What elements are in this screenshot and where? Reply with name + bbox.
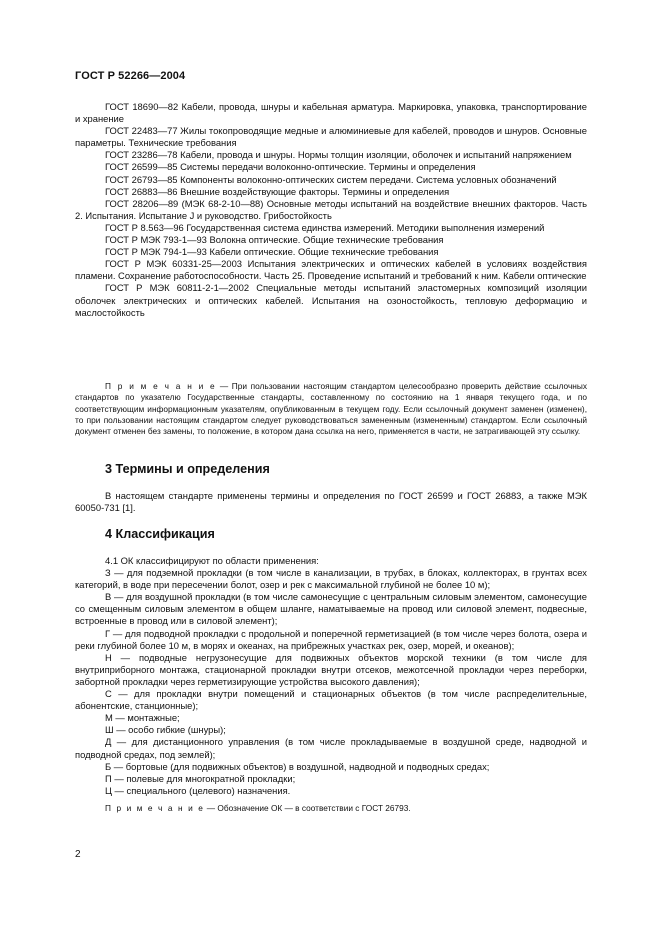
note-text: — Обозначение ОК — в соответствии с ГОСТ 26793.	[204, 802, 411, 813]
section-3-body	[75, 490, 587, 514]
reference-item: ГОСТ Р МЭК 60811-2-1—2002 Специальные методы испытаний эластомерных композиций изоляции оболочек электрических и оптических кабелей. Испытания на озоностойкость, тепловую деформацию и маслостойкость	[75, 282, 587, 318]
note-label: П р и м е ч а н и е	[105, 381, 217, 391]
note-label: П р и м е ч а н и е	[105, 802, 205, 813]
reference-item: ГОСТ 18690—82 Кабели, провода, шнуры и кабельная арматура. Маркировка, упаковка, транспортирование и хранение	[75, 101, 587, 125]
reference-item: ГОСТ Р МЭК 60331-25—2003 Испытания электрических и оптических кабелей в условиях воздействия пламени. Сохранение работоспособности. Часть 25. Проведение испытаний и требований к ним. Кабели оптические	[75, 258, 587, 282]
classification-item: Ц — специального (целевого) назначения.	[105, 784, 291, 796]
reference-item: ГОСТ 26599—85 Системы передачи волоконно-оптические. Термины и определения	[105, 161, 476, 173]
reference-item: ГОСТ 22483—77 Жилы токопроводящие медные и алюминиевые для кабелей, проводов и шнуров. Основные параметры. Технические требования	[75, 125, 587, 149]
references-note	[75, 381, 587, 437]
normative-references-list	[75, 101, 587, 319]
classification-item: 4.1 ОК классифицируют по области применения:	[105, 555, 319, 566]
note-paragraph	[75, 381, 587, 437]
classification-item: З — для подземной прокладки (в том числе в канализации, в трубах, в блоках, коллекторах, в грунтах всех категорий, в воде при пересечении болот, озер и рек с максимальной глубиной не более 10 м);	[75, 567, 587, 591]
classification-item: Д — для дистанционного управления (в том числе прокладываемые в воздушной среде, надводной и подводной средах, под землей);	[75, 736, 587, 760]
classification-item: С — для прокладки внутри помещений и стационарных объектов (в том числе распределительные, абонентские, станционные);	[75, 688, 587, 712]
document-header-id: ГОСТ Р 52266—2004	[75, 70, 186, 82]
reference-item: ГОСТ Р 8.563—96 Государственная система единства измерений. Методики выполнения измерений	[105, 221, 545, 233]
page-number: 2	[75, 849, 81, 860]
classification-item: Н — подводные негрузонесущие для подвижных объектов морской техники (в том числе для внутриприборного монтажа, стационарной прокладки внутри отсеков, межотсечной прокладки через переборки, забортной прокладки через герметизирующие устройства высокого давления);	[75, 651, 587, 687]
classification-item: Ш — особо гибкие (шнуры);	[105, 724, 226, 736]
classification-list	[75, 555, 587, 814]
section-3-text: В настоящем стандарте применены термины и определения по ГОСТ 26599 и ГОСТ 26883, а также МЭК 60050-731 [1].	[75, 490, 587, 514]
section-4-heading: 4 Классификация	[105, 527, 215, 541]
classification-item: Г — для подводной прокладки с продольной и поперечной герметизацией (в том числе через болота, озера и реки глубиной более 10 м, в морях и океанах, на прибрежных участках рек, озер, морей, и океанов);	[75, 627, 587, 651]
reference-item: ГОСТ 26883—86 Внешние воздействующие факторы. Термины и определения	[105, 185, 450, 197]
classification-item: В — для воздушной прокладки (в том числе самонесущие с центральным силовым элементом, самонесущие со смещенным силовым элементом в общем шланге, наматываемые на провод или силовой элемент, подвесные, встроенные в провод или в силовой элемент);	[75, 591, 587, 627]
section-3-heading: 3 Термины и определения	[105, 462, 270, 476]
reference-item: ГОСТ 28206—89 (МЭК 68-2-10—88) Основные методы испытаний на воздействие внешних факторов. Часть 2. Испытания. Испытание J и руководство. Грибостойкость	[75, 197, 587, 221]
classification-note	[75, 803, 587, 814]
reference-item: ГОСТ 23286—78 Кабели, провода и шнуры. Нормы толщин изоляции, оболочек и испытаний напряжением	[105, 149, 572, 161]
note-text: — При пользовании настоящим стандартом целесообразно проверить действие ссылочных стандартов по указателю Государственные стандарты, составленному по состоянию на 1 января текущего года, и по соответствующим информационным указателям, опубликованным в текущем году. Если ссылочный документ заменен (изменен), то при пользовании настоящим стандартом следует руководствоваться замененным (измененным) стандартом. Если ссылочный документ отменен без замены, то положение, в котором дана ссылка на него, применяется в части, не затрагивающей эту ссылку.	[75, 381, 587, 437]
reference-item: ГОСТ 26793—85 Компоненты волоконно-оптических систем передачи. Система условных обозначений	[105, 173, 557, 185]
classification-item: М — монтажные;	[105, 712, 180, 724]
classification-item: Б — бортовые (для подвижных объектов) в воздушной, надводной и подводных средах;	[105, 760, 490, 772]
classification-item: П — полевые для многократной прокладки;	[105, 772, 296, 784]
reference-item: ГОСТ Р МЭК 793-1—93 Волокна оптические. Общие технические требования	[105, 234, 444, 246]
reference-item: ГОСТ Р МЭК 794-1—93 Кабели оптические. Общие технические требования	[105, 246, 439, 258]
